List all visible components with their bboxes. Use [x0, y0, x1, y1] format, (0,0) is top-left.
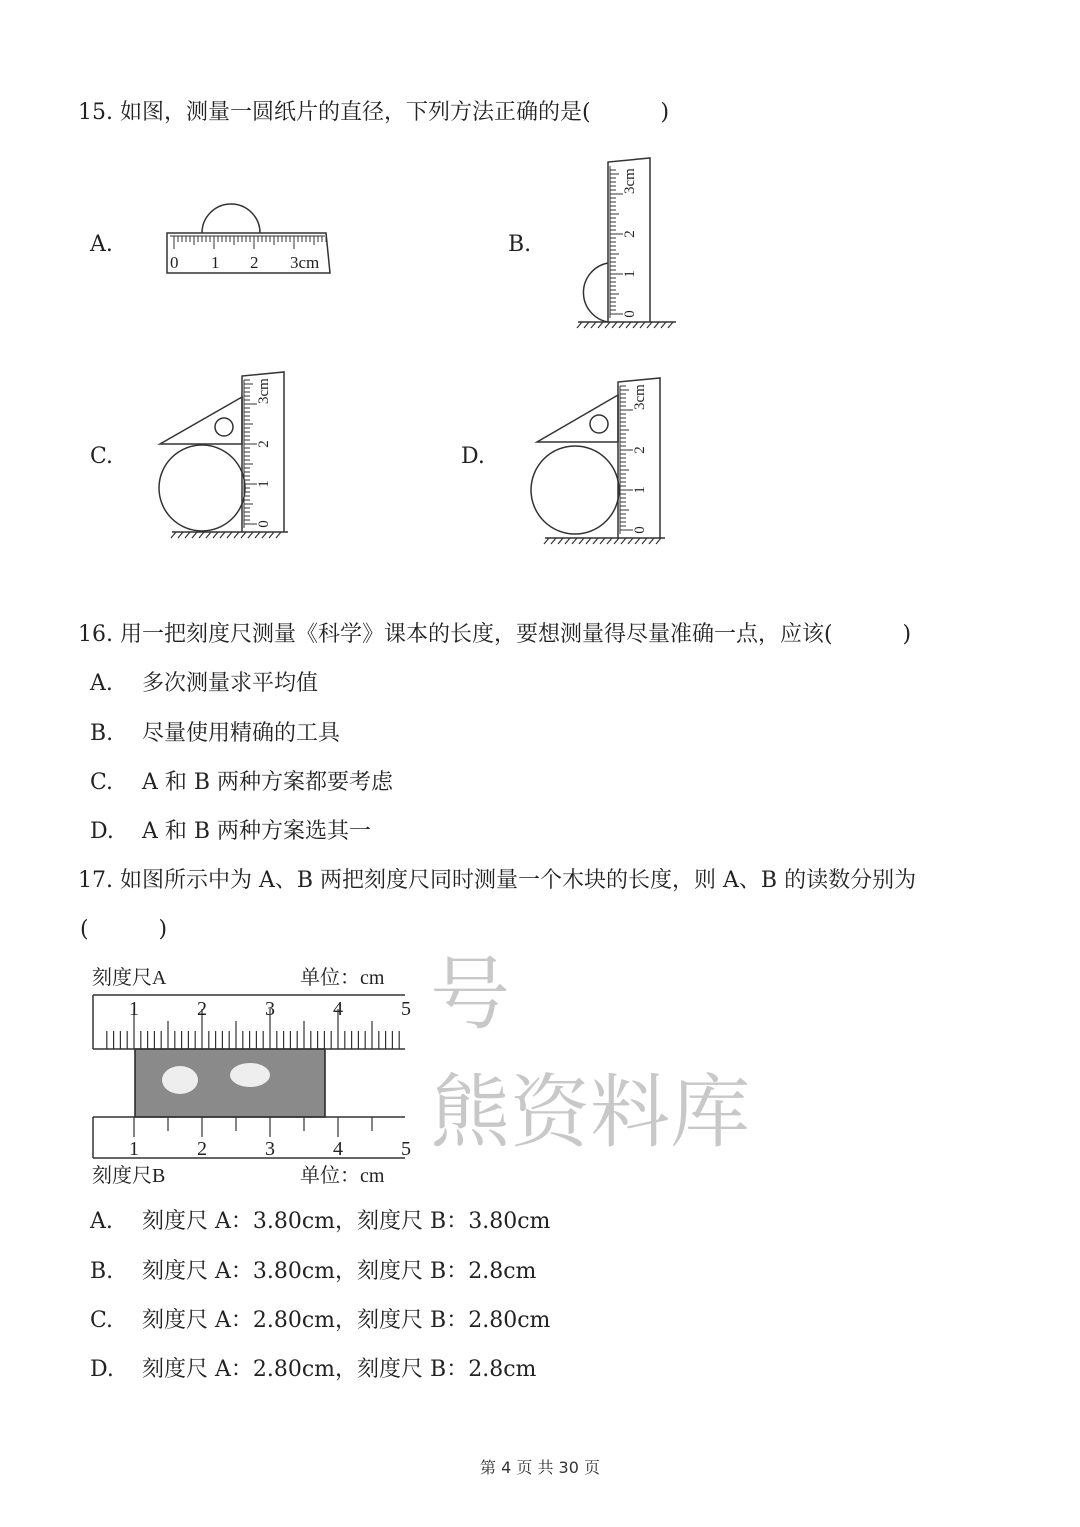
tick-label: 0 [632, 526, 648, 534]
page-footer: 第 4 页 共 30 页 [480, 1458, 600, 1477]
question-17-stem: 17. 如图所示中为 A、B 两把刻度尺同时测量一个木块的长度，则 A、B 的读数分别为 [78, 868, 917, 893]
option-label: B. [90, 721, 114, 746]
figure-15c [159, 372, 288, 538]
option-label: B. [90, 1259, 114, 1284]
option-text: A 和 B 两种方案都要考虑 [142, 770, 394, 795]
unit-label: 单位：cm [300, 1165, 385, 1187]
option-text: 刻度尺 A：2.80cm，刻度尺 B：2.8cm [142, 1357, 537, 1382]
option-label: C. [90, 1308, 114, 1333]
option-label: A. [90, 671, 113, 696]
ruler-a-number: 2 [197, 998, 207, 1020]
figure-15d [531, 378, 665, 544]
answer-parentheses: ( ) [80, 917, 168, 942]
tick-label: 1 [632, 486, 648, 494]
option-label: B. [508, 232, 532, 257]
tick-label: 2 [622, 230, 638, 238]
option-a [90, 1207, 551, 1237]
option-text: A 和 B 两种方案选其一 [142, 819, 372, 844]
option-b [90, 719, 341, 749]
watermark: 号 [430, 948, 510, 1041]
option-text: 尽量使用精确的工具 [142, 721, 341, 746]
option-label: D. [90, 1357, 114, 1382]
question-16-stem: 16. 用一把刻度尺测量《科学》课本的长度，要想测量得尽量准确一点，应该( ) [78, 622, 912, 647]
option-label: A. [90, 232, 113, 257]
tick-label: 1 [256, 480, 272, 488]
option-c [90, 768, 394, 798]
option-label: D. [461, 444, 485, 469]
option-d [90, 817, 372, 847]
tick-label: 2 [256, 440, 272, 448]
ruler-b-number: 3 [265, 1138, 275, 1160]
ruler-b-number: 2 [197, 1138, 207, 1160]
option-text: 刻度尺 A：2.80cm，刻度尺 B：2.80cm [142, 1308, 551, 1333]
tick-label: 1 [622, 270, 638, 278]
ruler-a-label: 刻度尺A [92, 967, 167, 989]
tick-label: 3cm [632, 384, 648, 410]
option-text: 刻度尺 A：3.80cm，刻度尺 B：2.8cm [142, 1259, 537, 1284]
unit-label: 单位：cm [300, 967, 385, 989]
ruler-b-number: 4 [333, 1138, 343, 1160]
tick-label: 2 [632, 446, 648, 454]
tick-label: 0 [170, 253, 179, 272]
ruler-b-number: 5 [401, 1138, 411, 1160]
ruler-b-number: 1 [129, 1138, 139, 1160]
option-text: 刻度尺 A：3.80cm，刻度尺 B：3.80cm [142, 1209, 551, 1234]
option-label: C. [90, 444, 114, 469]
tick-label: 0 [256, 520, 272, 528]
tick-label: 3cm [622, 168, 638, 194]
figure-15a-ruler [167, 204, 330, 273]
tick-label: 0 [622, 310, 638, 318]
option-label: A. [90, 1209, 113, 1234]
tick-label: 1 [211, 253, 220, 272]
tick-label: 3cm [256, 378, 272, 404]
ruler-a-number: 3 [265, 998, 275, 1020]
watermark: 熊资料库 [430, 1066, 750, 1159]
ruler-b-label: 刻度尺B [92, 1165, 166, 1187]
tick-label: 2 [250, 253, 259, 272]
question-15-stem: 15. 如图，测量一圆纸片的直径，下列方法正确的是( ) [78, 100, 670, 125]
option-text: 多次测量求平均值 [142, 671, 319, 696]
ruler-a-number: 4 [333, 998, 343, 1020]
option-label: C. [90, 770, 114, 795]
figure-17-rulers [92, 966, 411, 1187]
tick-label: 3cm [290, 253, 320, 272]
option-c [90, 1306, 551, 1336]
option-d [90, 1355, 537, 1385]
figure-15b-ruler [577, 158, 676, 328]
ruler-a-number: 5 [401, 998, 411, 1020]
option-label: D. [90, 819, 114, 844]
option-b [90, 1257, 537, 1287]
option-a [90, 669, 319, 699]
ruler-a-number: 1 [129, 998, 139, 1020]
